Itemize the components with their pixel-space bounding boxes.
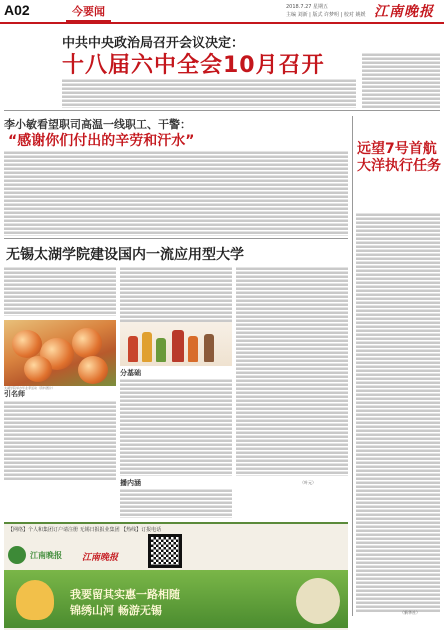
- qr-code-icon: [148, 534, 182, 568]
- sidebar-body-text: [356, 212, 440, 612]
- story3-subhead-1: 引名师: [4, 390, 25, 398]
- story3-headline: 无锡太湖学院建设国内一流应用型大学: [6, 247, 244, 263]
- ad-brand-name-2: 江南晚报: [82, 553, 119, 563]
- peach-fruit: [12, 330, 42, 358]
- story3-subhead-2: 分基础: [120, 369, 141, 377]
- story2-headline: “感谢你们付出的辛劳和汗水”: [8, 133, 195, 149]
- divider: [4, 110, 440, 111]
- story3-body-col1b: [4, 400, 116, 480]
- ad-slogan-2: 锦绣山河 畅游无锡: [70, 604, 162, 617]
- lead-headline: 十八届六中全会10月召开: [62, 53, 325, 78]
- ad-slogan-1: 我要留其实惠一路相随: [70, 588, 180, 601]
- story2-kicker: 李小敏看望职司高温一线职工、干警：: [4, 118, 191, 131]
- page-number: A02: [4, 2, 30, 18]
- ad-brand-name: 江南晚报: [30, 551, 62, 560]
- brand-logo-icon: [8, 546, 26, 564]
- peach-fruit: [78, 356, 108, 384]
- story3-source: （叶元）: [300, 480, 316, 485]
- story2-body-text: [4, 150, 348, 236]
- story3-body-col2b: [120, 378, 232, 476]
- product-can: [156, 338, 166, 362]
- editor-credits: 主编 刘新 | 版式 许梦明 | 校对 姚媛: [286, 12, 366, 18]
- lead-body-text-right: [362, 52, 440, 108]
- photo-caption: 太湖学院举办毕业季活动（资料图片）: [4, 386, 56, 390]
- product-can: [142, 332, 152, 362]
- lead-body-text: [62, 78, 356, 108]
- peach-fruit: [72, 328, 102, 358]
- lead-kicker: 中共中央政治局召开会议决定：: [62, 36, 245, 51]
- newspaper-logo: 江南晚报: [374, 4, 434, 20]
- ad-info-text: 【网络】个人和集团订户请注册 无锡日报报业集团 【热线】订报电话: [8, 527, 162, 533]
- peach-fruit: [24, 356, 52, 382]
- story3-body-col1: [4, 266, 116, 316]
- mascot-icon: [296, 578, 340, 624]
- divider: [4, 238, 348, 239]
- story3-body-col2c: [120, 488, 232, 518]
- product-can: [128, 336, 138, 362]
- product-can: [188, 336, 198, 362]
- story3-body-col3: [236, 266, 348, 476]
- column-divider: [352, 116, 353, 616]
- story3-subhead-3: 播内涵: [120, 479, 141, 487]
- story3-body-col2: [120, 266, 232, 326]
- peach-photo: [4, 320, 116, 386]
- product-can: [204, 334, 214, 362]
- issue-date: 2018.7.27 星期五: [286, 4, 329, 10]
- products-photo: [120, 322, 232, 366]
- sidebar-source: （新华社）: [400, 610, 420, 615]
- mascot-icon: [16, 580, 54, 620]
- section-title: 今要闻: [66, 3, 111, 22]
- product-can: [172, 330, 184, 362]
- sidebar-headline: 远望7号首航大洋执行任务: [357, 141, 441, 174]
